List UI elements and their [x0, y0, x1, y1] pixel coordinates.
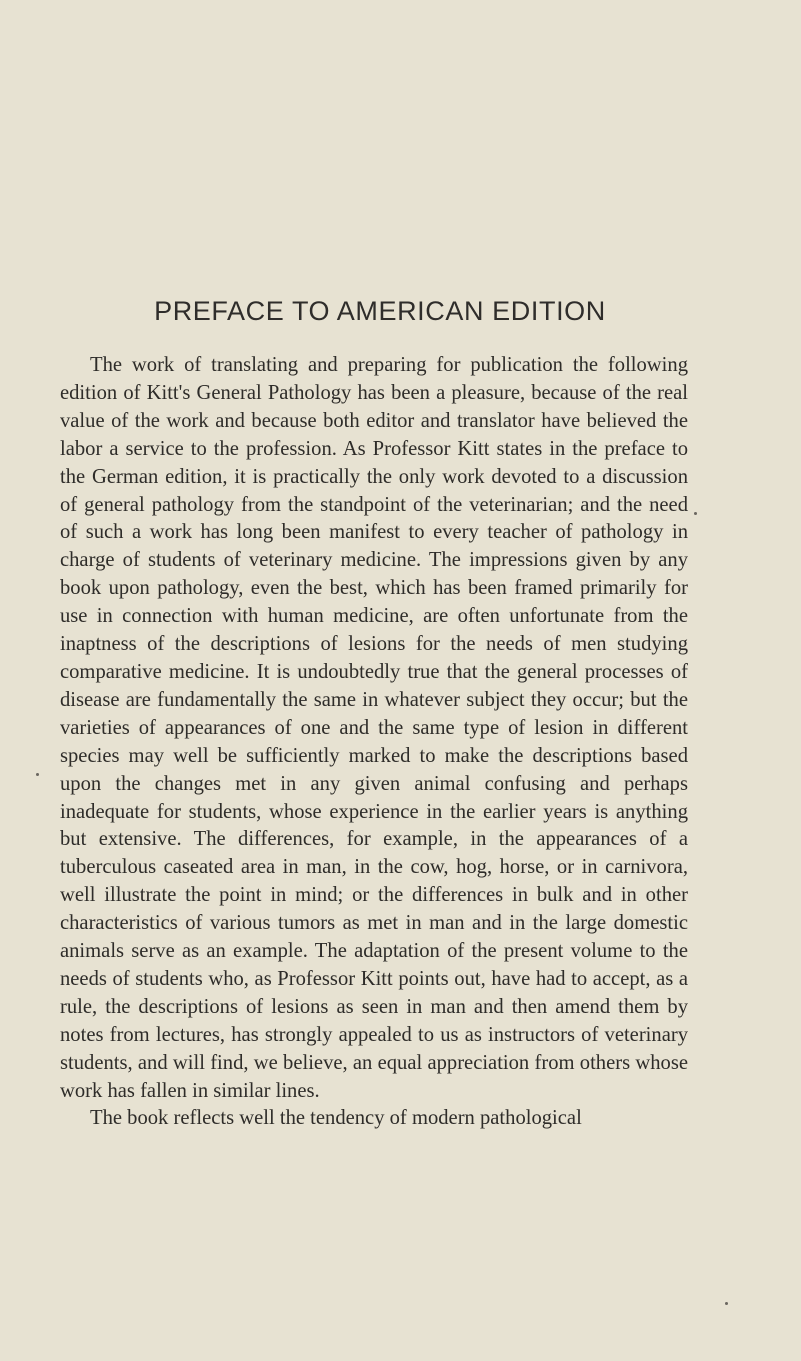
paragraph-1: The work of translating and preparing for publication the following edition of Kitt's General Pathology has been a pleasure, because of the real value of the work and because both editor and translator have believed the labor a service to the profession. As Professor Kitt states in the preface to the German edition, it is practically the only work devoted to a discussion of general pathology from the standpoint of the veterinarian; and the need of such a work has long been manifest to every teacher of pathology in charge of students of veterinary medicine. The impressions given by any book upon pathology, even the best, which has been framed primarily for use in connection with human medicine, are often unfortunate from the inaptness of the descriptions of lesions for the needs of men studying comparative medicine. It is undoubtedly true that the general processes of disease are fundamentally the same in whatever subject they occur; but the varieties of appearances of one and the same type of lesion in different species may well be sufficiently marked to make the descriptions based upon the changes met in any given animal confusing and perhaps inadequate for students, whose experience in the earlier years is anything but extensive. The differences, for example, in the appearances of a tuberculous caseated area in man, in the cow, hog, horse, or in carnivora, well illustrate the point in mind; or the differences in bulk and in other characteristics of various tumors as met in man and in the large domestic animals serve as an example. The adaptation of the present volume to the needs of students who, as Professor Kitt points out, have had to accept, as a rule, the descriptions of lesions as seen in man and then amend them by notes from lectures, has strongly appealed to us as instructors of veterinary students, and will find, we believe, an equal appreciation from others whose work has fallen in similar lines. — [60, 354, 688, 1102]
paragraph-2: The book reflects well the tendency of modern pathological — [90, 1107, 582, 1130]
body-text — [60, 352, 688, 1133]
paper-speck — [725, 1302, 728, 1305]
paper-speck — [694, 512, 697, 515]
page-title: PREFACE TO AMERICAN EDITION — [154, 296, 606, 326]
paper-speck — [36, 773, 39, 776]
